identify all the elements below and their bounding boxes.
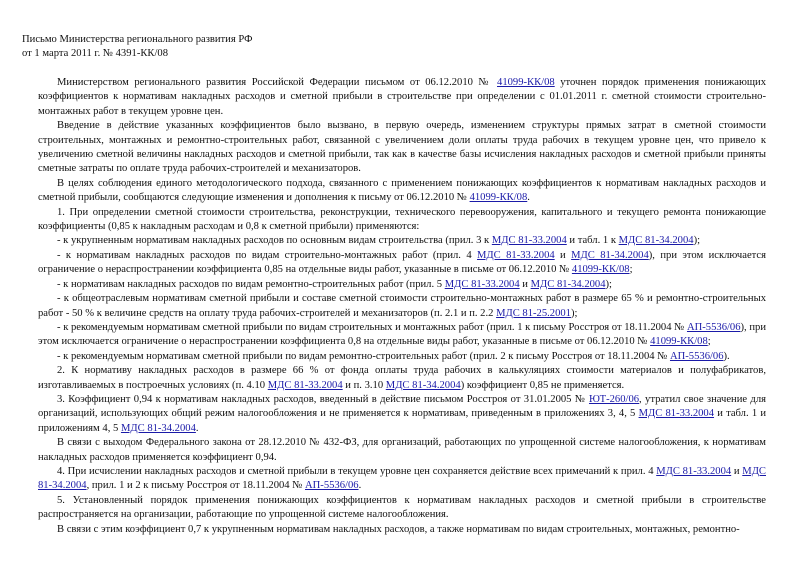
paragraph [38, 119, 766, 177]
paragraph-text: . [358, 480, 362, 492]
document-reference-link[interactable]: МДС 81-34.2004 [530, 278, 606, 290]
document-reference-link[interactable]: 41099-КК/08 [469, 192, 528, 204]
paragraph [38, 177, 766, 206]
paragraph-text: ); [605, 278, 613, 290]
paragraph [38, 350, 766, 364]
paragraph-text: ); [570, 307, 578, 319]
document-reference-link[interactable]: МДС 81-33.2004 [477, 249, 555, 261]
paragraph-text: . [527, 192, 530, 204]
document-reference-link[interactable]: МДС 81-33.2004 [656, 465, 732, 477]
paragraph-text: - к нормативам накладных расходов по видам ремонтно-строительных работ (прил. 5 [57, 278, 445, 290]
paragraph [38, 249, 766, 278]
document-reference-link[interactable]: МДС 81-33.2004 [444, 278, 520, 290]
document-reference-link[interactable]: 41099-КК/08 [497, 77, 555, 88]
document-reference-link[interactable]: 41099-КК/08 [650, 336, 708, 348]
paragraph-text: . [195, 422, 199, 434]
paragraph-text: 3. Коэффициент 0,94 к нормативам накладных расходов, введенный в действие письмом Росстроя от 31.01.2005 № [57, 393, 589, 405]
paragraph [38, 393, 766, 436]
paragraph-text: ) коэффициент 0,85 не применяется. [460, 379, 625, 391]
paragraph [38, 321, 766, 350]
paragraph-text: В связи с этим коэффициент 0,7 к укрупненным нормативам накладных расходов, а также нормативам по видам строительных, монтажных, ремонтно- [57, 523, 740, 535]
document-date-number: от 1 марта 2011 г. № 4391-КК/08 [22, 48, 169, 60]
paragraph-text: уточнен порядок применения понижающих коэффициентов к нормативам накладных расходов и сметной прибыли в строительстве при определении с 01.01.2011 г. сметной стоимости строительно-монтажных работ в текущем уровне цен. [38, 77, 766, 117]
paragraph-text: и табл. 1 и приложениям 4, 5 [38, 408, 766, 434]
paragraph-text: и [554, 249, 572, 261]
document-reference-link[interactable]: МДС 81-33.2004 [491, 235, 567, 247]
paragraph [38, 278, 766, 292]
paragraph-text: 1. При определении сметной стоимости строительства, реконструкции, технического перевооружения, капитального и текущего ремонта понижающие коэффициенты (0,85 к накладным расходам и 0,8 к сметной прибыли) применяются: [38, 206, 766, 233]
paragraph [38, 494, 766, 523]
paragraph [38, 206, 766, 235]
paragraph [38, 436, 766, 465]
paragraph [38, 465, 766, 494]
document-reference-link[interactable]: МДС 81-34.2004 [571, 249, 649, 261]
document-reference-link[interactable]: МДС 81-34.2004 [38, 465, 766, 492]
paragraph-text: Министерством регионального развития Российской Федерации письмом от 06.12.2010 № [57, 77, 498, 88]
paragraph [38, 76, 766, 119]
paragraph-text: и п. 3.10 [342, 379, 386, 391]
paragraph [38, 234, 766, 248]
paragraph-text: 4. При исчислении накладных расходов и сметной прибыли в текущем уровне цен сохраняется действие всех примечаний к прил. 4 [57, 465, 657, 477]
paragraph-text: ), при этом исключается ограничение о нераспространении коэффициента 0,85 на отдельные виды работ, указанные в письме от 06.12.2010 № [38, 249, 766, 276]
paragraph-text: 2. К нормативу накладных расходов в размере 66 % от фонда оплаты труда рабочих в калькуляциях стоимости материалов и полуфабрикатов, изготавливаемых в построечных условиях (п. 4.10 [38, 365, 766, 391]
document-reference-link[interactable]: МДС 81-33.2004 [638, 408, 715, 420]
paragraph-text: ; [629, 264, 633, 276]
paragraph-text: В целях соблюдения единого методологического подхода, связанного с применением понижающих коэффициентов к нормативам накладных расходов и сметной прибыли, сообщаются следующие изменения и дополнения к письму от 06.12.2010 № [38, 177, 766, 204]
paragraph-text: В связи с выходом Федерального закона от 28.12.2010 № 432-ФЗ, для организаций, работающих по упрощенной системе налогообложения, к нормативам накладных расходов применяется коэффициент 0,94. [38, 437, 766, 463]
paragraph-text: - к нормативам накладных расходов по видам строительно-монтажных работ (прил. 4 [57, 249, 478, 261]
document-reference-link[interactable]: МДС 81-34.2004 [618, 235, 694, 247]
document-header [22, 33, 422, 62]
paragraph-text: - к рекомендуемым нормативам сметной прибыли по видам строительных и монтажных работ (прил. 1 к письму Росстроя от 18.11.2004 № [57, 321, 687, 333]
paragraph-text: ); [693, 235, 701, 247]
document-reference-link[interactable]: АП-5536/06 [686, 321, 741, 333]
paragraph-text: - к общеотраслевым нормативам сметной прибыли и составе сметной стоимости строительно-монтажных работ в размере 65 % и ремонтно-строительных работ - 50 % к величине средств на оплату труда рабочих-строителей и механизаторов (п. 2.1 и п. 2.2 [38, 293, 766, 319]
paragraph-text: - к рекомендуемым нормативам сметной прибыли по видам ремонтно-строительных работ (прил. 2 к письму Росстроя от 18.11.2004 № [57, 350, 670, 362]
paragraph-text: , прил. 1 и 2 к письму Росстроя от 18.11.2004 № [86, 480, 305, 492]
document-reference-link[interactable]: АП-5536/06 [669, 350, 724, 362]
paragraph [38, 364, 766, 393]
document-body [38, 76, 766, 537]
paragraph [38, 292, 766, 321]
paragraph-text: ), при этом исключается ограничение о нераспространении коэффициента 0,8 на отдельные виды работ, указанные в письме от 06.12.2010 № [38, 321, 767, 348]
paragraph-text: и [519, 278, 531, 290]
paragraph-text: ). [723, 350, 730, 362]
document-reference-link[interactable]: 41099-КК/08 [571, 264, 630, 276]
paragraph-text: Введение в действие указанных коэффициентов было вызвано, в первую очередь, изменением структуры прямых затрат в сметной стоимости строительных, монтажных и ремонтно-строительных работ, связанной с увеличением доли оплаты труда рабочих в текущем уровне цен, что привело к увеличению сметной величины накладных расходов и сметной прибыли, так как в качестве базы исчисления накладных расходов и сметной прибыли приняты сметные затраты по оплате труда рабочих-строителей и механизаторов. [38, 120, 766, 175]
paragraph [38, 523, 766, 537]
document-reference-link[interactable]: ЮТ-260/06 [588, 393, 640, 405]
paragraph-text: 5. Установленный порядок применения понижающих коэффициентов к нормативам накладных расходов и сметной прибыли в строительстве распространяется на организации, работающие по упрощенной системе налогообложения. [38, 494, 766, 521]
document-reference-link[interactable]: МДС 81-34.2004 [120, 422, 196, 434]
paragraph-text: и табл. 1 к [566, 235, 619, 247]
paragraph-text: ; [707, 336, 711, 348]
document-title: Письмо Министерства регионального развития РФ [22, 34, 253, 45]
document-reference-link[interactable]: АП-5536/06 [305, 480, 359, 492]
paragraph-text: , утратил свое значение для организаций, использующих общий режим налогообложения и не применяется к нормативам, приведенным в приложениях 3, 4, 5 [38, 393, 766, 420]
document-reference-link[interactable]: МДС 81-34.2004 [385, 379, 461, 391]
document-reference-link[interactable]: МДС 81-25.2001 [496, 307, 571, 319]
paragraph-text: и [731, 465, 743, 477]
document-reference-link[interactable]: МДС 81-33.2004 [267, 379, 343, 391]
paragraph-text: - к укрупненным нормативам накладных расходов по основным видам строительства (прил. 3 к [57, 235, 492, 247]
